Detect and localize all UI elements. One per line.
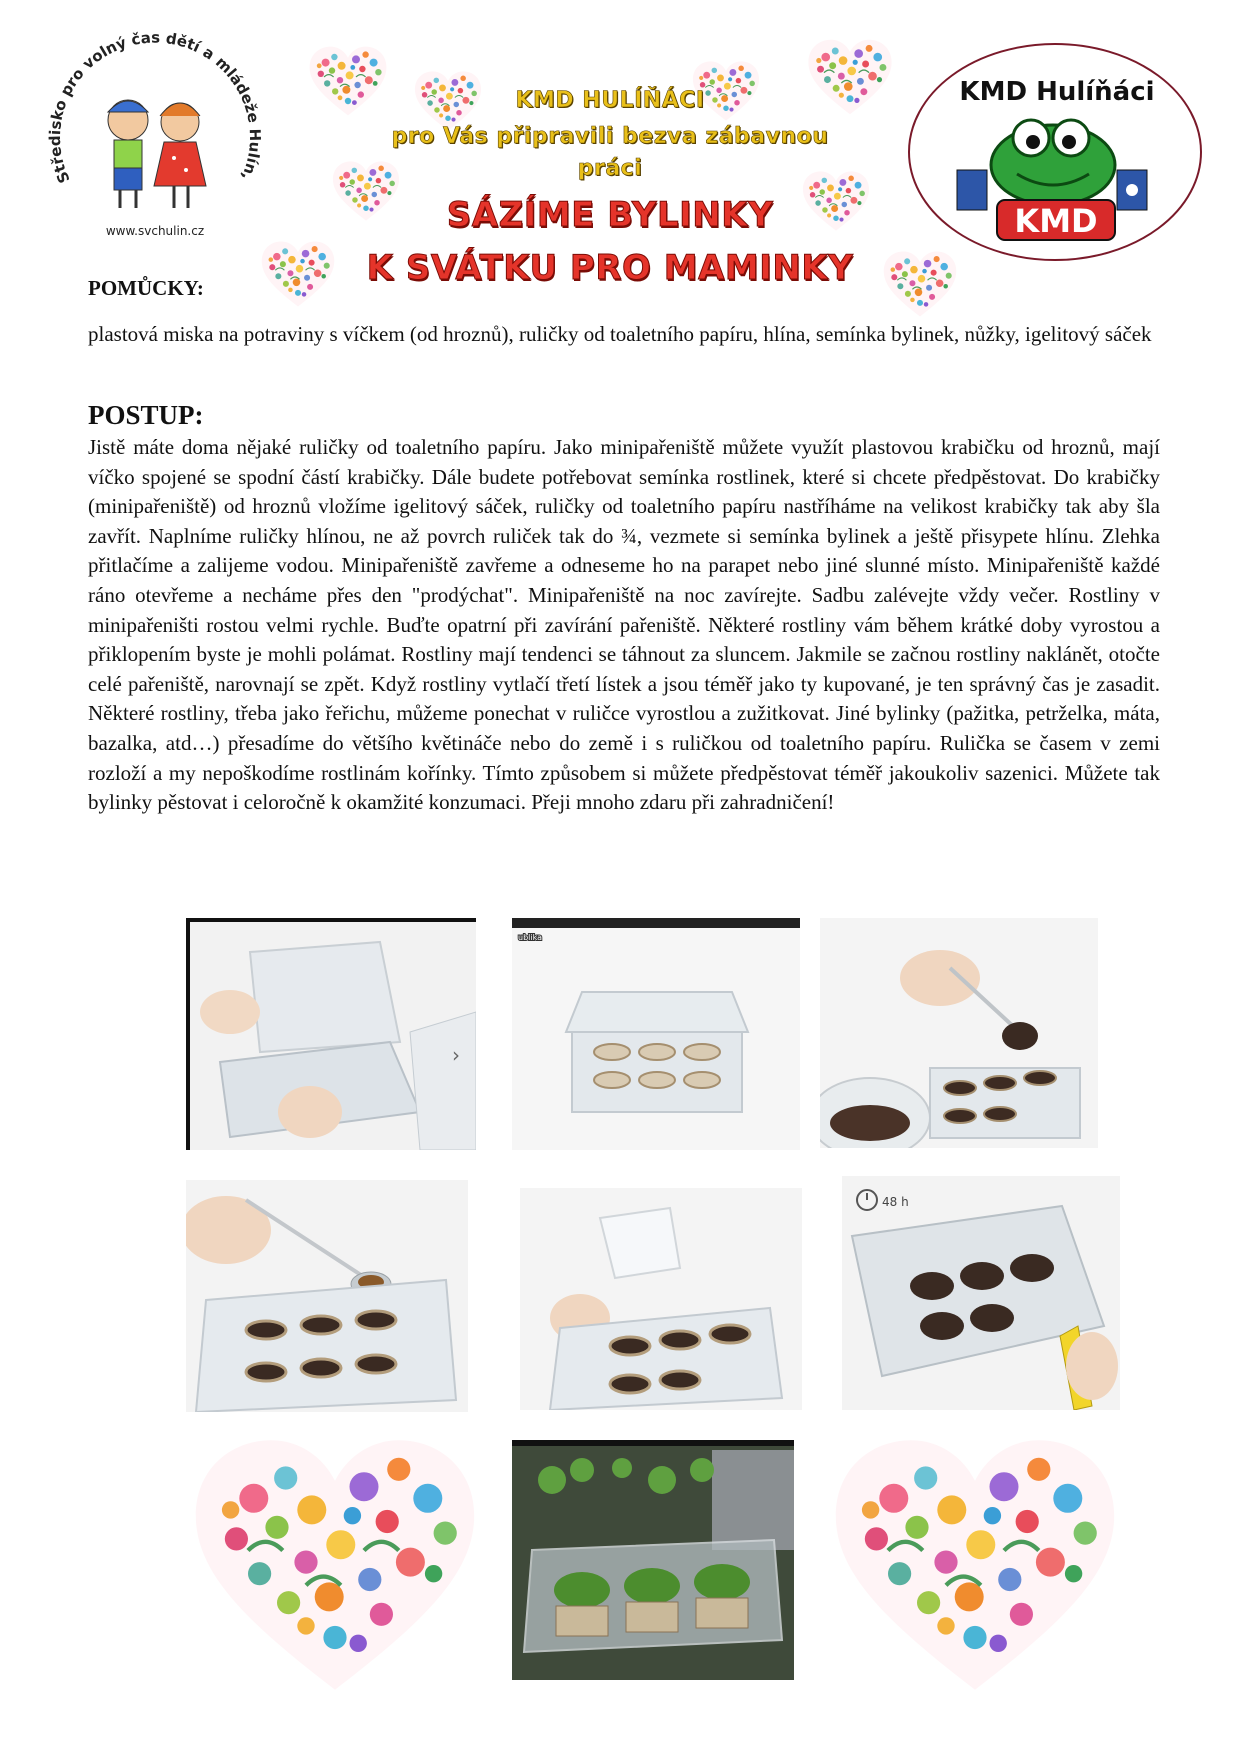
floral-heart-right-icon xyxy=(830,1430,1120,1700)
timer-label: 48 h xyxy=(882,1195,909,1209)
header-line-3: práci xyxy=(577,156,643,181)
svc-hulin-logo xyxy=(40,30,270,245)
svg-text:›: › xyxy=(452,1043,460,1067)
logo-arc-text: Středisko pro volný čas dětí a mládeže Hulín, xyxy=(45,30,265,186)
kmd-hulinaci-logo xyxy=(905,40,1205,265)
step-photo-4 xyxy=(186,1180,468,1412)
svg-text:Středisko pro volný čas dětí a xyxy=(40,30,264,188)
header-line-2: pro Vás připravili bezva zábavnou xyxy=(391,124,829,149)
step-photo-3 xyxy=(820,918,1098,1148)
page-title-2: K SVÁTKU PRO MAMINKY xyxy=(366,248,854,288)
materials-text: plastová miska na potraviny s víčkem (od hroznů), ruličky od toaletního papíru, hlína, semínka bylinek, nůžky, igelitový sáček xyxy=(88,322,1152,346)
header-line-1: KMD HULÍŇÁCI xyxy=(515,88,705,113)
step-photo-1 xyxy=(186,918,476,1150)
logo-url: www.svchulin.cz xyxy=(105,224,205,238)
procedure-text: Jistě máte doma nějaké ruličky od toaletního papíru. Jako minipařeniště můžete využít plastovou krabičku od hroznů, mají víčko spojené se spodní částí krabičky. Dále budete potřebovat semínka rostlinek, které si chcete předpěstovat. Do krabičky (minipařeniště) od hroznů vložíme igelitový sáček, ruličky od toaletního papíru nastříháme na velikost krabičky tak aby šla zavřít. Naplníme ruličky hlínou, ne až povrch ruliček tak do ¾, vezmete si semínka bylinek a ještě přisypete hlínu. Zlehka přitlačíme a zalijeme vodou. Minipařeniště zavřeme a odneseme ho na parapet nebo jiné slunné místo. Minipařeniště každé ráno otevřeme a necháme přes den "prodýchat". Minipařeniště na noc zavírejte. Sadbu zalévejte vždy večer. Rostliny v minipařeništi rostou velmi rychle. Buďte opatrní při zavírání pařeniště. Některé rostliny vám během krátké doby vyrostou a přiklopením byste je mohli polámat. Rostliny mají tendenci se táhnout za sluncem. Jakmile se začnou rostliny naklánět, otočte celé pařeniště, narovnají se zpět. Když rostliny vytlačí třetí lístek a jsou téměř jako ty kupované, je ten správný čas je zasadit. Některé rostliny, třeba jako řeřichu, můžeme ponechat v ruličce vyrostlou a zužitkovat. Jiné bylinky (pažitka, petrželka, máta, bazalka, atd…) přesadíme do většího květináče nebo do země i s ruličkou od toaletního papíru. Rulička se časem v zemi rozloží a my nepoškodíme rostlinám kořínky. Tímto způsobem si můžete předpěstovat téměř jakoukoliv sazenici. Můžete tak bylinky pěstovat i celoročně k okamžité konzumaci. Přeji mnoho zdaru při zahradničení! xyxy=(88,435,1160,815)
step-photo-7 xyxy=(512,1440,794,1680)
page-title-1: SÁZÍME BYLINKY xyxy=(446,195,774,235)
procedure-heading: POSTUP: xyxy=(88,400,204,430)
step-photo-5 xyxy=(520,1188,802,1410)
logo-badge: KMD xyxy=(1014,202,1098,240)
floral-heart-left-icon xyxy=(190,1430,480,1700)
logo-title: KMD Hulíňáci xyxy=(959,77,1155,107)
step-photo-6 xyxy=(842,1176,1120,1410)
photo-caption: ublika xyxy=(518,933,542,942)
step-photo-2 xyxy=(512,918,800,1150)
materials-heading: POMŮCKY: xyxy=(88,276,204,300)
